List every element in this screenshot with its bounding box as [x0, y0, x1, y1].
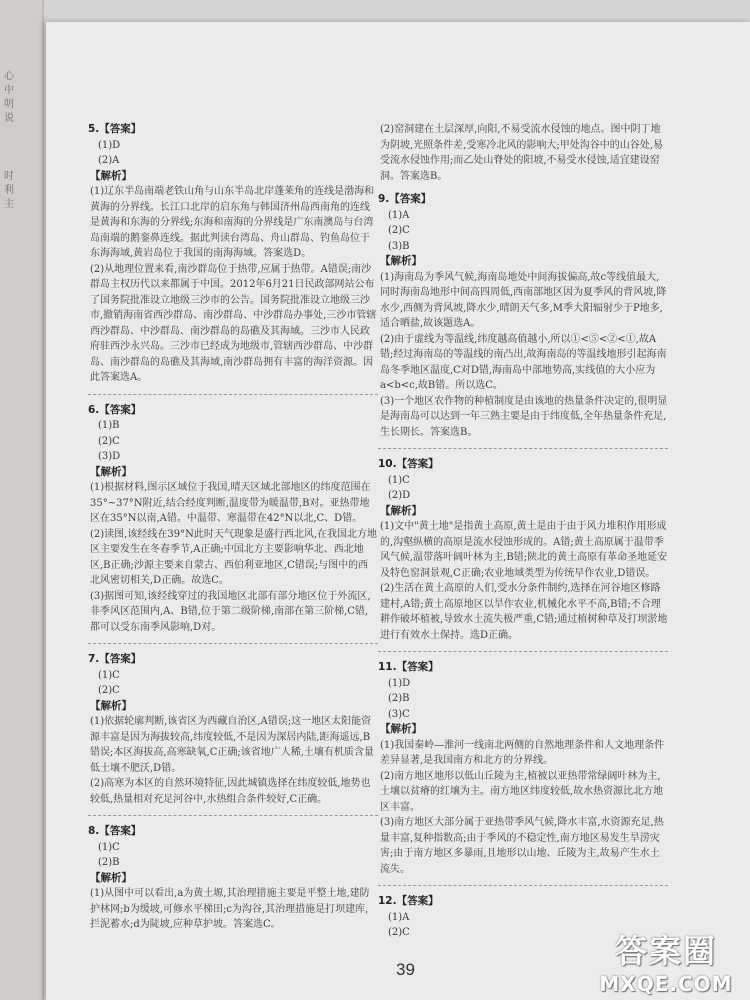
- explanation-text: (1)依据轮廓判断,该省区为西藏自治区,A错误;这一地区太阳能资源丰富是因为海拔较高,纬度较低,不是因为深居内陆,距海遥远,B错误;本区海拔高,高寒缺氧,C正确;该省地广人稀,土壤有机质含量低土壤不肥沃,D错。: [90, 716, 374, 774]
- explanation-label: 【解析】: [90, 169, 132, 182]
- adjacent-page-edge: 心 中 明 说 时 利 主: [0, 0, 44, 1000]
- answer-header: 6.【答案】: [88, 403, 142, 416]
- answer-header: 9.【答案】: [378, 193, 432, 205]
- answer-choice: (1)A: [388, 911, 410, 923]
- explanation-text: (1)我国秦岭—淮河一线南北两侧的自然地理条件和人文地理条件差异显著,是我国南方和北方的分界线。: [380, 739, 665, 766]
- dashed-divider: [88, 394, 378, 395]
- explanation-text: (1)辽东半岛南端老铁山角与山东半岛北岸蓬莱角的连线是渤海和黄海的分界线。长江口北岸的启东角与韩国济州岛西南角的连线是黄海和东海的分界线;东海和南海的分界线是广东南澳岛与台湾岛南端的鹅銮鼻连线。据此判读台湾岛、舟山群岛、钓鱼岛位于东海海域,黄岩岛位于我国的南海海域。答案选D。: [90, 186, 375, 259]
- answer-choice: (2)D: [388, 490, 411, 501]
- left-column: [88, 122, 378, 941]
- answer-choice: (2)C: [98, 435, 120, 447]
- explanation-text: (2)高寒为本区的自然环境特征,因此城镇选择在纬度较低,地势也较低,热量相对充足河谷中,水热组合条件较好,C正确。: [90, 778, 371, 805]
- explanation-label: 【解析】: [90, 699, 132, 712]
- answer-choice: (1)B: [98, 420, 120, 431]
- explanation-text: (2)窑洞建在土层深厚,向阳,不易受流水侵蚀的地点。图中阴丁地为阴坡,光照条件差,受寒冷北风的影响大;甲处沟谷中的山谷处,易受流水侵蚀作用;而乙处山脊处的阳坡,不易受水侵蚀,适宜建设窑洞。答案选B。: [380, 124, 663, 182]
- answer-page: [46, 22, 750, 1000]
- answer-choice: (2)B: [388, 693, 410, 704]
- dashed-divider: [378, 885, 668, 886]
- explanation-label: 【解析】: [90, 871, 132, 884]
- dashed-divider: [378, 651, 668, 652]
- answer-choice: (3)C: [388, 708, 410, 720]
- explanation-text: (2)南方地区地形以低山丘陵为主,植被以亚热带常绿阔叶林为主,土壤以贫瘠的红壤为主。南方地区纬度较低,故水热资源比北方地区丰富。: [380, 770, 664, 813]
- explanation-text: (1)从图中可以看出,a为黄土塬,其治理措施主要是平整土地,建防护林网;b为缓坡,可修水平梯田;c为沟谷,其治理措施是打坝建库,拦泥蓄水;d为陡坡,应种草护坡。答案选C。: [90, 888, 370, 930]
- answer-choice: (1)D: [388, 677, 411, 689]
- explanation-text: (1)根据材料,图示区域位于我国,晴天区域北部地区的纬度范围在35°~37°N附近,结合经度判断,温度带为暖温带,B对。亚热带地区在35°N以南,A错。中温带、寒温带在42°N以北,C、D错。: [90, 482, 371, 524]
- answer-header: 10.【答案】: [378, 458, 439, 470]
- answer-choice: (1)D: [98, 139, 121, 151]
- question-block: [88, 403, 378, 636]
- explanation-text: (1)海南岛为季风气候,海南岛地处中间海拔偏高,故c等线值最大,同时海南岛地形中间高四周低,西南部地区因为夏季风的背风坡,降水少,西侧为背风坡,降水少,晴朗天气多,M季大阳辐射少于P地多,适合晒盐,故该题选A。: [380, 271, 667, 329]
- answer-header: 12.【答案】: [378, 895, 439, 907]
- question-block: [88, 652, 378, 807]
- answer-choice: (3)B: [388, 240, 410, 252]
- answer-choice: (2)A: [98, 155, 120, 166]
- explanation-text: (3)据图可知,该经线穿过的我国地区北部有部分地区位于外流区,非季风区范围内,A、B错,位于第二级阶梯,南部在第三阶梯,C错,都可以受东南季风影响,D对。: [90, 590, 371, 633]
- explanation-text: (2)由于虚线为等温线,纬度越高值越小,所以①<⑤<②<①,故A错;经过海南岛的等温线的南凸出,故海南岛的等温线地形引起海南岛冬季地区温度,C对D错,海南岛中部地势高,实线值的大小应为a<b<c,故B错。所以选C。: [380, 333, 667, 391]
- answer-choice: (1)A: [388, 209, 410, 221]
- explanation-label: 【解析】: [90, 465, 132, 478]
- explanation-text: (3)南方地区大部分属于亚热带季风气候,降水丰富,水资源充足,热量丰富,复种指数高;由于季风的不稳定性,南方地区易发生旱涝灾害;由于南方地区多暴雨,且地形以山地、丘陵为主,故易产生水土流失。: [380, 817, 664, 875]
- explanation-text: (2)生活在黄土高原的人们,受水分条件制约,选择在河谷地区修路建村,A错;黄土高原地区以旱作农业,机械化水平不高,B错;不合理耕作破坏植被,导致水土流失极严重,C错;通过植树种草及打坝淤地进行有效水土保持。选D正确。: [380, 583, 668, 641]
- explanation-text: (2)读图,该经线在39°N此时天气现象是盛行西北风,在我国北方地区主要发生在冬春季节,A正确;中国北方主要影响华北、西北地区,B正确;沙源主要来自蒙古、西伯利亚地区,C错误;与图中的西北风密切相关,D正确。故选C。: [90, 528, 377, 586]
- dashed-divider: [88, 643, 378, 644]
- answer-choice: (1)C: [388, 474, 410, 486]
- answer-header: 11.【答案】: [378, 661, 439, 673]
- answer-choice: (3)D: [98, 451, 121, 462]
- explanation-text: (3)一个地区农作物的种植制度是由该地的热量条件决定的,很明显是海南岛可以达到一年三熟主要是由于纬度低,全年热量条件充足,生长期长。答案选B。: [380, 395, 668, 438]
- question-block: [88, 122, 378, 386]
- answer-choice: (1)C: [98, 841, 120, 853]
- answer-choice: (2)C: [98, 685, 120, 696]
- explanation-text: (1)文中"黄土地"是指黄土高原,黄土是由于由于风力堆积作用形成的,沟壑纵横的高原是流水侵蚀形成的。A错;黄土高原属于温带季风气候,温带落叶阔叶林为主,B错;陕北的黄土高原有革命圣地延安及特色窑洞景观,C正确;农业地域类型为传统早作农业,D错误。: [380, 521, 668, 579]
- explanation-label: 【解析】: [380, 504, 422, 517]
- page-number: 39: [396, 960, 415, 979]
- explanation-label: 【解析】: [380, 723, 422, 735]
- answer-choice: (1)C: [98, 669, 120, 681]
- dashed-divider: [88, 815, 378, 816]
- answer-choice: (2)C: [388, 225, 410, 236]
- right-column: [378, 122, 668, 949]
- dashed-divider: [378, 448, 668, 449]
- question-block: [378, 457, 668, 643]
- answer-choice: (2)B: [98, 857, 120, 868]
- question-block: [88, 824, 378, 933]
- question-block: [378, 192, 668, 440]
- answer-header: 8.【答案】: [88, 825, 142, 837]
- question-block: [378, 122, 668, 184]
- watermark-logo: 答案圈 MXQE.COM: [599, 932, 733, 996]
- explanation-text: (2)从地理位置来看,南沙群岛位于热带,应属于热带。A错误;南沙群岛主权历代以来都属于中国。2012年6月21日民政部网站公布了国务院批准设立地级三沙市的公告。国务院批准设立地级三沙市,撤销海南省西沙群岛、南沙群岛、中沙群岛办事处,三沙市管辖西沙群岛、中沙群岛、南沙群岛的岛礁及其海域。三沙市人民政府驻西沙永兴岛。三沙市已经成为地级市,管辖西沙群岛、中沙群岛、南沙群岛的岛礁及其海域,南沙群岛拥有丰富的海洋资源。因此答案选A。: [90, 263, 377, 383]
- answer-header: 5.【答案】: [88, 123, 142, 135]
- question-block: [378, 660, 668, 877]
- explanation-label: 【解析】: [380, 255, 422, 267]
- answer-header: 7.【答案】: [88, 653, 142, 665]
- answer-choice: (2)C: [388, 927, 410, 938]
